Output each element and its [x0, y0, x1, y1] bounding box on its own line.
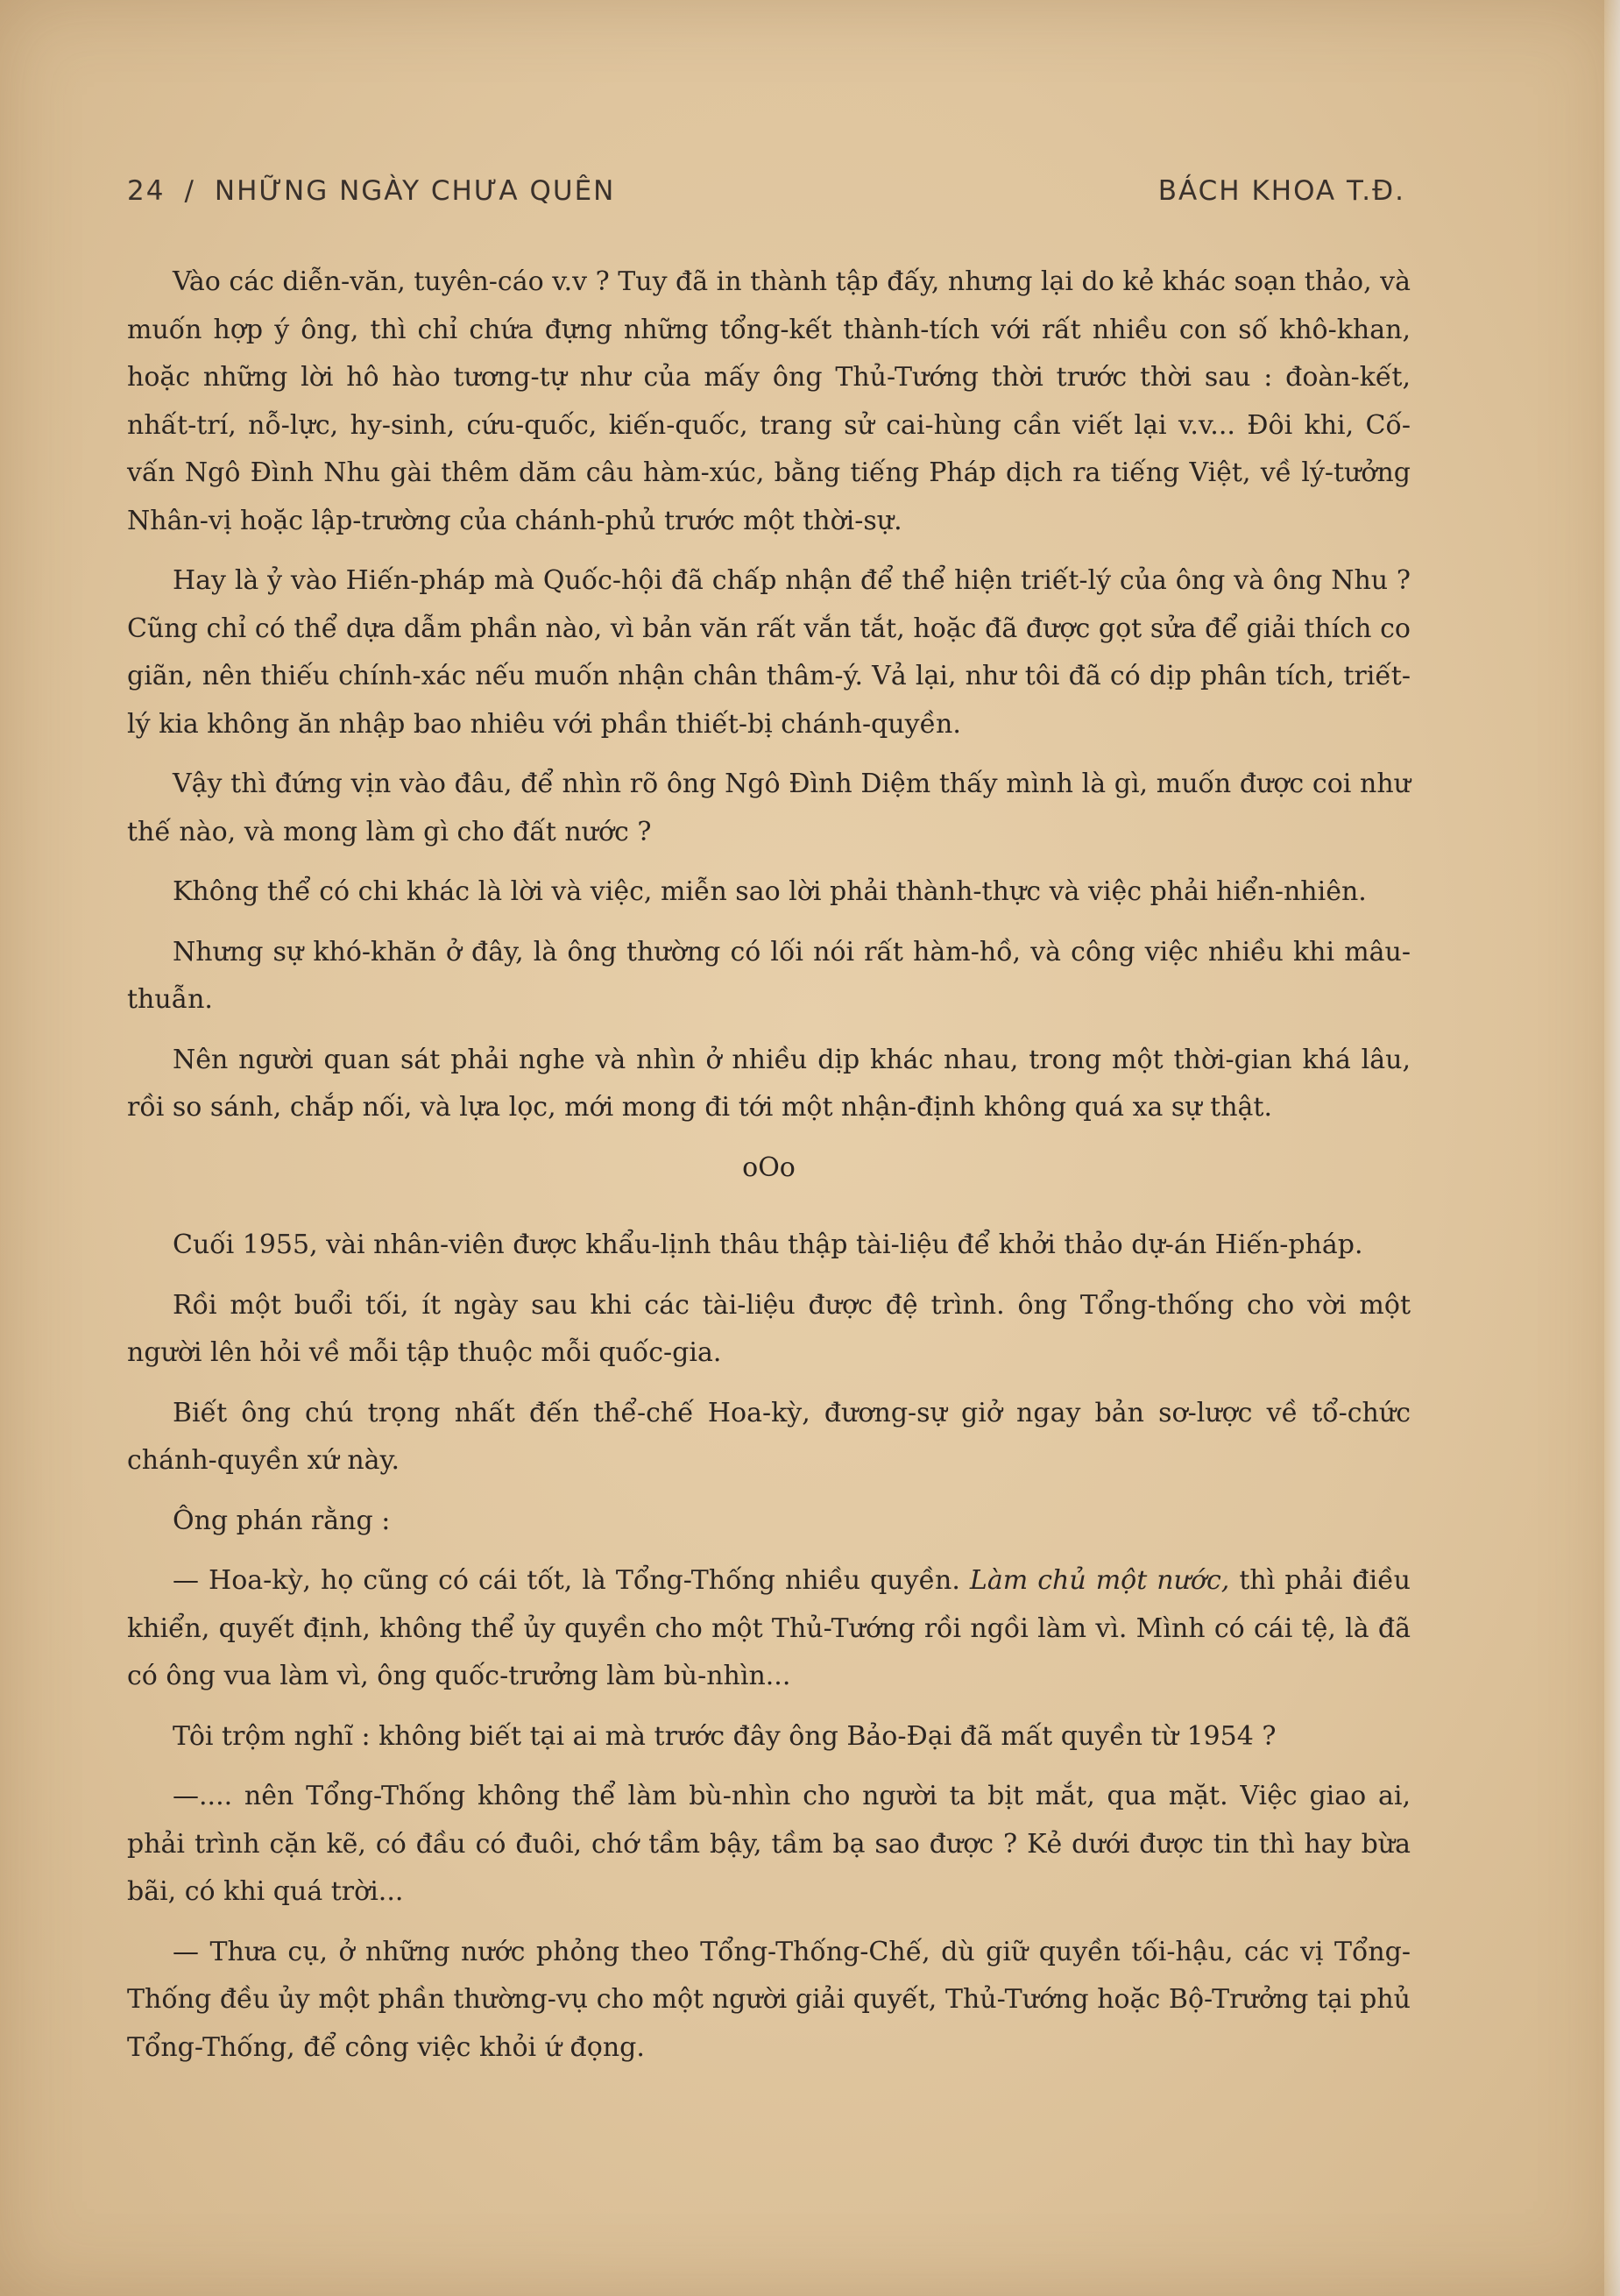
section-separator: oOo: [742, 1152, 796, 1183]
paragraph: Hay là ỷ vào Hiến-pháp mà Quốc-hội đã chấp nhận để thể hiện triết-lý của ông và ông Nhu ? Cũng chỉ có thể dựa dẫm phần nào, vì bản văn rất vắn tắt, hoặc đã được gọt sửa để giải thích co giãn, nên thiếu chính-xác nếu muốn nhận chân thâm-ý. Vả lại, như tôi đã có dịp phân tích, triết-lý kia không ăn nhập bao nhiêu với phần thiết-bị chánh-quyền.: [127, 565, 1411, 740]
paragraph: Biết ông chú trọng nhất đến thể-chế Hoa-kỳ, đương-sự giở ngay bản sơ-lược về tổ-chức chánh-quyền xứ này.: [127, 1397, 1411, 1476]
header-slash: /: [184, 175, 195, 207]
publication-name: BÁCH KHOA T.Đ.: [1157, 175, 1405, 207]
quote-end: thì phải điều khiển, quyết định, không thể ủy quyền cho một Thủ-Tướng rồi ngồi làm vì. Mình có cái tệ, là đã có ông vua làm vì, ông quốc-trưởng làm bù-nhìn...: [127, 1565, 1411, 1691]
header-left: [127, 175, 615, 207]
page-edge: [1604, 0, 1620, 2296]
paragraph: Tôi trộm nghĩ : không biết tại ai mà trước đây ông Bảo-Đại đã mất quyền từ 1954 ?: [173, 1720, 1277, 1752]
quote-start: — Hoa-kỳ, họ cũng có cái tốt, là Tổng-Thống nhiều quyền.: [173, 1565, 970, 1596]
quote-italic: Làm chủ một nước,: [969, 1565, 1230, 1596]
running-header: [127, 175, 1405, 207]
paragraph: Rồi một buổi tối, ít ngày sau khi các tài-liệu được đệ trình. ông Tổng-thống cho vời một người lên hỏi về mỗi tập thuộc mỗi quốc-gia.: [127, 1289, 1411, 1368]
section-title: NHỮNG NGÀY CHƯA QUÊN: [214, 175, 616, 207]
dialogue-paragraph: —.... nên Tổng-Thống không thể làm bù-nhìn cho người ta bịt mắt, qua mặt. Việc giao ai, phải trình cặn kẽ, có đầu có đuôi, chớ tầm bậy, tầm bạ sao được ? Kẻ dưới được tin thì hay bừa bãi, có khi quá trời...: [127, 1781, 1411, 1907]
dialogue-paragraph: — Thưa cụ, ở những nước phỏng theo Tổng-Thống-Chế, dù giữ quyền tối-hậu, các vị Tổng-Thống đều ủy một phần thường-vụ cho một người giải quyết, Thủ-Tướng hoặc Bộ-Trưởng tại phủ Tổng-Thống, để công việc khỏi ứ đọng.: [127, 1936, 1411, 2063]
paragraph: Cuối 1955, vài nhân-viên được khẩu-lịnh thâu thập tài-liệu để khởi thảo dự-án Hiến-pháp.: [173, 1229, 1363, 1260]
paragraph: Ông phán rằng :: [173, 1505, 391, 1536]
paragraph: Vào các diễn-văn, tuyên-cáo v.v ? Tuy đã in thành tập đấy, nhưng lại do kẻ khác soạn thảo, và muốn hợp ý ông, thì chỉ chứa đựng những tổng-kết thành-tích với rất nhiều con số khô-khan, hoặc những lời hô hào tương-tự như của mấy ông Thủ-Tướng thời trước thời sau : đoàn-kết, nhất-trí, nỗ-lực, hy-sinh, cứu-quốc, kiến-quốc, trang sử cai-hùng cần viết lại v.v... Đôi khi, Cố-vấn Ngô Đình Nhu gài thêm dăm câu hàm-xúc, bằng tiếng Pháp dịch ra tiếng Việt, về lý-tưởng Nhân-vị hoặc lập-trường của chánh-phủ trước một thời-sự.: [127, 266, 1411, 536]
paragraph: Vậy thì đứng vịn vào đâu, để nhìn rõ ông Ngô Đình Diệm thấy mình là gì, muốn được coi như thế nào, và mong làm gì cho đất nước ?: [127, 769, 1411, 847]
page-number: 24: [127, 175, 166, 207]
paragraph: Không thể có chi khác là lời và việc, miễn sao lời phải thành-thực và việc phải hiển-nhiên.: [173, 876, 1367, 907]
body-text: [127, 259, 1411, 2084]
paragraph: Nên người quan sát phải nghe và nhìn ở nhiều dịp khác nhau, trong một thời-gian khá lâu, rồi so sánh, chắp nối, và lựa lọc, mới mong đi tới một nhận-định không quá xa sự thật.: [127, 1044, 1411, 1123]
dialogue-paragraph: [127, 1557, 1411, 1701]
paragraph: Nhưng sự khó-khăn ở đây, là ông thường có lối nói rất hàm-hồ, và công việc nhiều khi mâu-thuẫn.: [127, 936, 1411, 1015]
